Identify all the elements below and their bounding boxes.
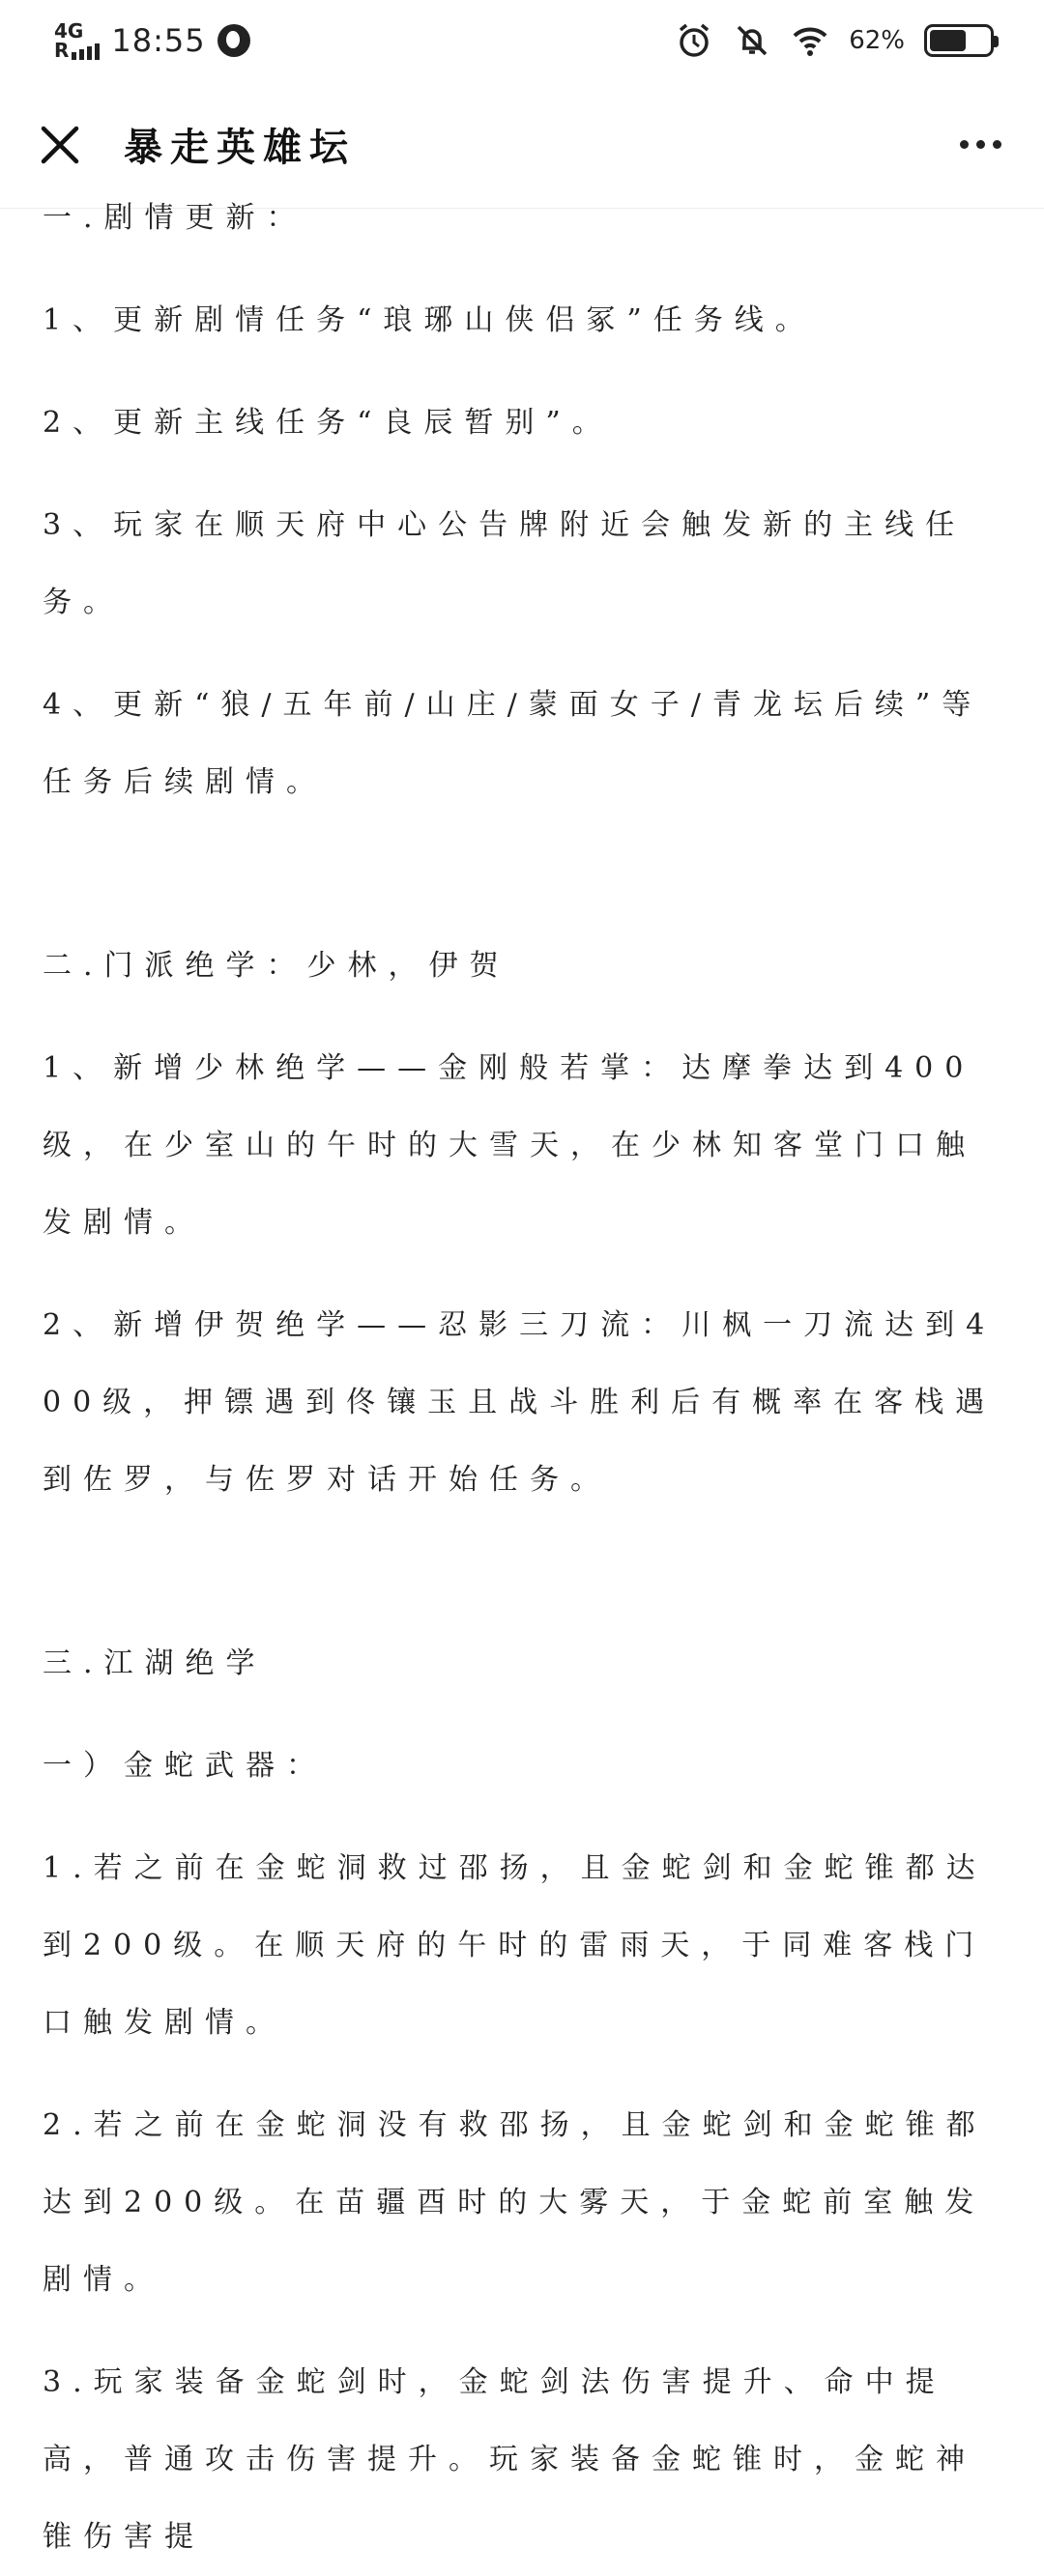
article-content[interactable] xyxy=(0,201,1044,2554)
app-notification-icon xyxy=(218,24,250,57)
battery-icon xyxy=(924,24,994,57)
status-right xyxy=(675,21,994,60)
signal-icon: R xyxy=(54,41,100,60)
paragraph: 2、更新主线任务“良辰暂别”。 xyxy=(43,406,613,440)
clock: 18:55 xyxy=(111,22,206,59)
section-heading: 二.门派绝学：少林，伊贺 xyxy=(43,949,510,983)
more-icon xyxy=(960,140,969,149)
paragraph: 1、更新剧情任务“琅琊山侠侣冢”任务线。 xyxy=(43,303,816,337)
section-heading: 一.剧情更新： xyxy=(43,201,307,235)
section-heading: 三.江湖绝学 xyxy=(43,1646,267,1680)
mute-icon xyxy=(733,21,771,60)
more-button[interactable] xyxy=(951,120,1009,170)
paragraph: 2、新增伊贺绝学——忍影三刀流：川枫一刀流达到400级，押镖遇到佟镶玉且战斗胜利后有概率在客栈遇到佐罗，与佐罗对话开始任务。 xyxy=(43,1308,997,1497)
paragraph: 3.玩家装备金蛇剑时，金蛇剑法伤害提升、命中提高，普通攻击伤害提升。玩家装备金蛇锥时，金蛇神锥伤害提 xyxy=(43,2365,976,2554)
paragraph: 4、更新“狼/五年前/山庄/蒙面女子/青龙坛后续”等任务后续剧情。 xyxy=(43,688,983,799)
battery-fill xyxy=(930,30,966,51)
page-title: 暴走英雄坛 xyxy=(124,126,356,170)
paragraph: 1.若之前在金蛇洞救过邵扬，且金蛇剑和金蛇锥都达到200级。在顺天府的午时的雷雨天，于同难客栈门口触发剧情。 xyxy=(43,1851,987,2040)
network-indicator xyxy=(54,21,100,60)
paragraph: 1、新增少林绝学——金刚般若掌：达摩拳达到400级，在少室山的午时的大雪天，在少林知客堂门口触发剧情。 xyxy=(43,1051,976,1240)
wifi-icon xyxy=(791,21,829,60)
paragraph: 2.若之前在金蛇洞没有救邵扬，且金蛇剑和金蛇锥都达到200级。在苗疆酉时的大雾天，于金蛇前室触发剧情。 xyxy=(43,2108,987,2297)
article-body xyxy=(43,180,1001,2576)
status-left xyxy=(54,21,250,60)
battery-percent: 62% xyxy=(849,26,905,55)
alarm-icon xyxy=(675,21,713,60)
network-type: 4G xyxy=(54,19,84,43)
subsection-heading: 一）金蛇武器： xyxy=(43,1749,327,1783)
paragraph: 3、玩家在顺天府中心公告牌附近会触发新的主线任务。 xyxy=(43,508,967,619)
status-bar xyxy=(0,0,1044,81)
close-button[interactable] xyxy=(35,120,85,170)
close-icon xyxy=(39,124,81,166)
